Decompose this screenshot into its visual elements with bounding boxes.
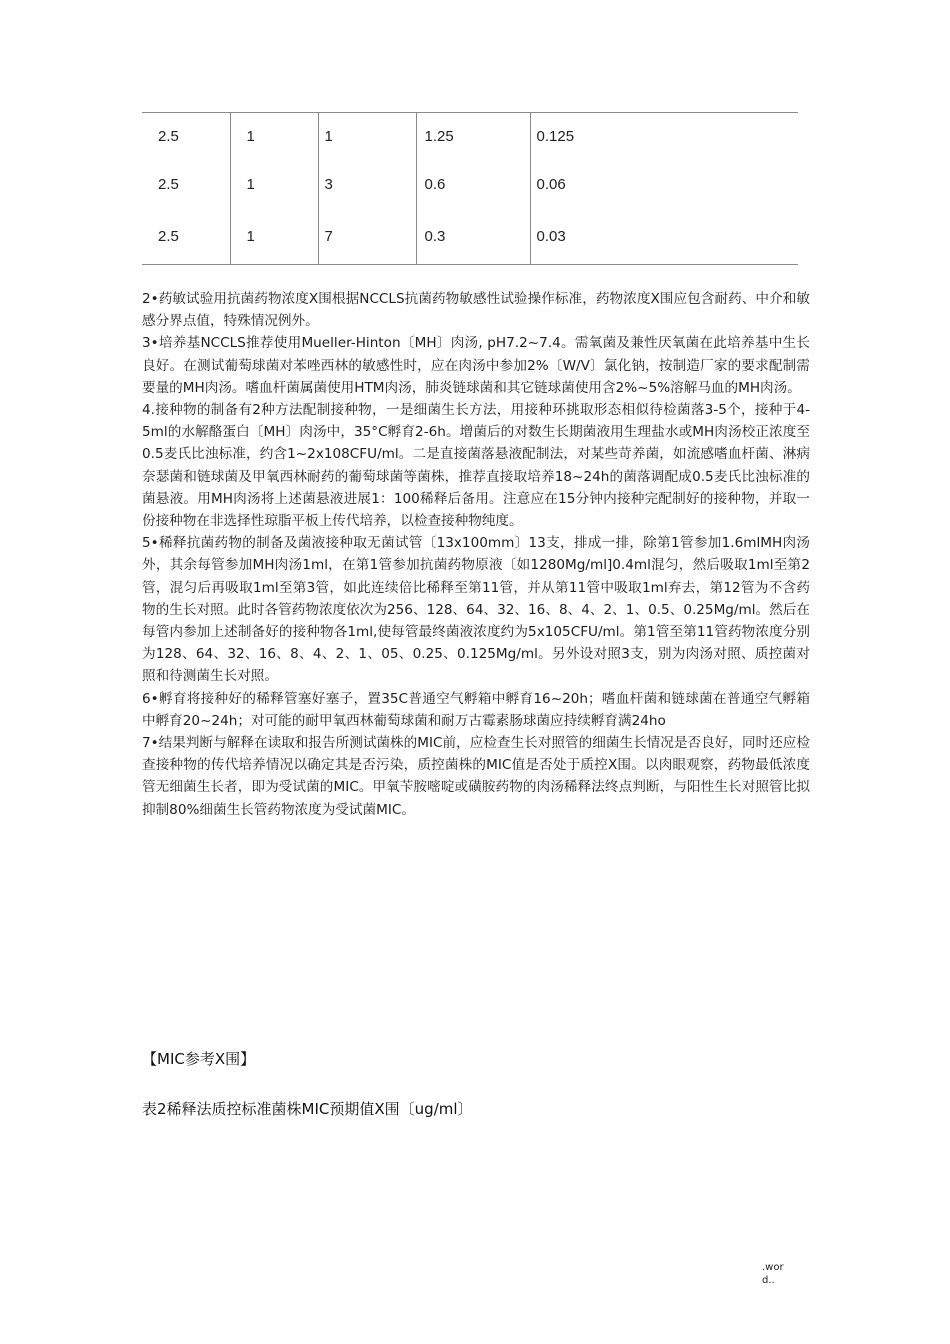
dilution-table	[142, 112, 798, 265]
table-row	[142, 161, 798, 209]
paragraph-7: 7•结果判断与解释在读取和报告所测试菌株的MIC前，应检查生长对照管的细菌生长情况是否良好，同时还应检查接种物的传代培养情况以确定其是否污染，质控菌株的MIC值是否处于质控X围。以肉眼观察，药物最低浓度管无细菌生长者，即为受试菌的MIC。甲氧苄胺嘧啶或磺胺药物的肉汤稀释法终点判断，与阳性生长对照管比拟抑制80%细菌生长管药物浓度为受试菌MIC。	[142, 735, 810, 818]
table-row	[142, 113, 798, 161]
table-row	[142, 209, 798, 265]
paragraph-2: 2•药敏试验用抗菌药物浓度X围根据NCCLS抗菌药物敏感性试验操作标准，药物浓度X围应包含耐药、中介和敏感分界点值，特殊情况例外。	[142, 291, 810, 330]
table-cell: 2.5	[142, 209, 230, 265]
table-cell: 0.125	[530, 113, 798, 161]
page-footer	[762, 1261, 802, 1287]
table-cell: 0.6	[416, 161, 530, 209]
paragraph-4: 4.接种物的制备有2种方法配制接种物，一是细菌生长方法，用接种环挑取形态相似待检菌落3-5个，接种于4-5ml的水解酪蛋白〔MH〕肉汤中，35°C孵育2-6h。增菌后的对数生长期菌液用生理盐水或MH肉汤校正浓度至0.5麦氏比浊标准，约含1~2x108CFU/ml。二是直接菌落悬液配制法，对某些苛养菌，如流感嗜血杆菌、淋病奈瑟菌和链球菌及甲氧西林耐药的葡萄球菌等菌株，推荐直接取培养18~24h的菌落调配成0.5麦氏比浊标准的菌悬液。用MH肉汤将上述菌悬液进展1：100稀释后备用。注意应在15分钟内接种完配制好的接种物，并取一份接种物在非选择性琼脂平板上传代培养，以检查接种物纯度。	[142, 402, 810, 530]
table-cell: 0.03	[530, 209, 798, 265]
table-cell: 1	[230, 161, 318, 209]
footer-line-2: d..	[762, 1275, 775, 1286]
procedure-text	[142, 288, 810, 821]
section-heading: 【MIC参考X围】	[142, 1050, 256, 1068]
table-cell: 1.25	[416, 113, 530, 161]
table-cell: 3	[318, 161, 416, 209]
table-cell: 1	[230, 113, 318, 161]
table-cell: 1	[318, 113, 416, 161]
table-cell: 2.5	[142, 161, 230, 209]
table-cell: 0.06	[530, 161, 798, 209]
table-cell: 0.3	[416, 209, 530, 265]
paragraph-3: 3•培养基NCCLS推荐使用Mueller-Hinton〔MH〕肉汤, pH7.2~7.4。需氧菌及兼性厌氧菌在此培养基中生长良好。在测试葡萄球菌对苯唑西林的敏感性时，应在肉汤中参加2%〔W/V〕氯化钠，按制造厂家的要求配制需要量的MH肉汤。嗜血杆菌属菌使用HTM肉汤，肺炎链球菌和其它链球菌使用含2%~5%溶解马血的MH肉汤。	[142, 335, 810, 396]
paragraph-5: 5•稀释抗菌药物的制备及菌液接种取无菌试管〔13x100mm〕13支，排成一排，除第1管参加1.6mlMH肉汤外，其余每管参加MH肉汤1ml，在第1管参加抗菌药物原液〔如1280Mg/ml]0.4ml混匀，然后吸取1ml至第2管，混匀后再吸取1ml至第3管，如此连续倍比稀释至第11管，并从第11管中吸取1ml弃去，第12管为不含药物的生长对照。此时各管药物浓度依次为256、128、64、32、16、8、4、2、1、0.5、0.25Mg/ml。然后在每管内参加上述制备好的接种物各1ml,使每管最终菌液浓度约为5x105CFU/ml。第1管至第11管药物浓度分别为128、64、32、16、8、4、2、1、05、0.25、0.125Mg/ml。另外设对照3支，别为肉汤对照、质控菌对照和待测菌生长对照。	[142, 535, 810, 685]
table-cell: 7	[318, 209, 416, 265]
paragraph-6: 6•孵育将接种好的稀释管塞好塞子，置35C普通空气孵箱中孵育16~20h；嗜血杆菌和链球菌在普通空气孵箱中孵育20~24h；对可能的耐甲氧西林葡萄球菌和耐万古霉素肠球菌应持续孵育满24ho	[142, 690, 810, 729]
footer-line-1: .wor	[762, 1262, 784, 1273]
table-cell: 2.5	[142, 113, 230, 161]
table-2-title: 表2稀释法质控标准菌株MIC预期值X围〔ug/ml〕	[142, 1100, 473, 1118]
table-cell: 1	[230, 209, 318, 265]
